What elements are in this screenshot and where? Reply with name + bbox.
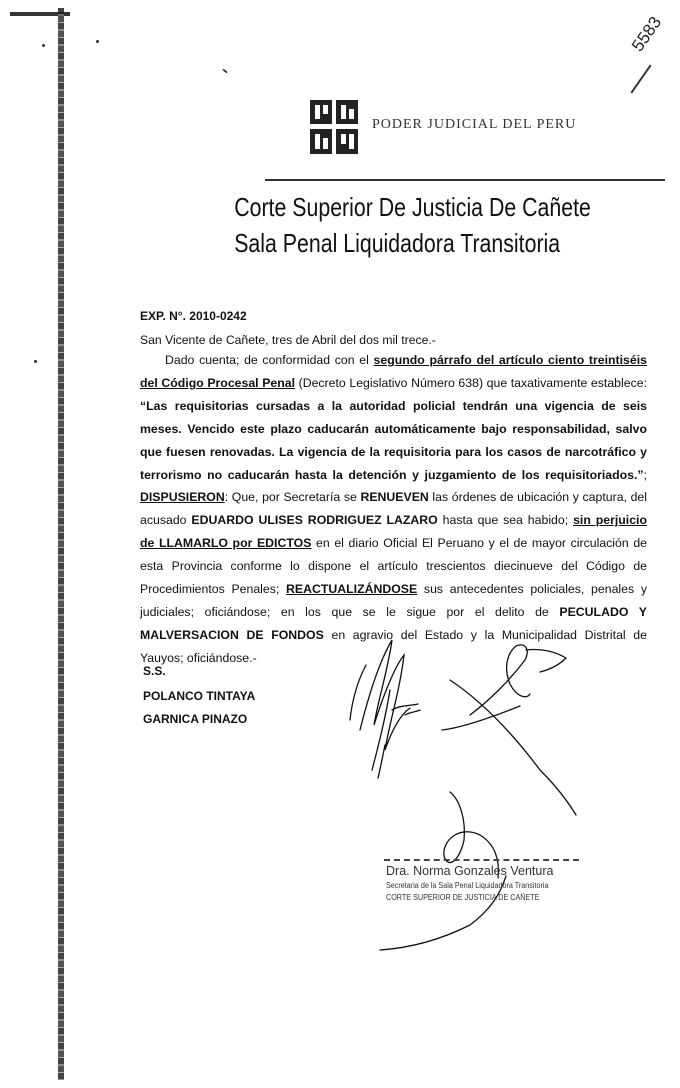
body-text: en el diario Oficial El Peruano y el de mayor circulación de esta Provincia conforme lo dispone el artículo trescientos diecinueve del Código de Procedimientos Penales; bbox=[140, 536, 648, 597]
judicial-logo-icon bbox=[308, 98, 360, 156]
handwritten-signatures bbox=[330, 620, 630, 980]
court-name: Corte Superior De Justicia De Cañete bbox=[234, 192, 591, 222]
body-text: : Que, por Secretaría se bbox=[224, 490, 361, 505]
body-text: en agravio del Estado y la Municipalidad Distrital de Yauyos; oficiándose.- bbox=[140, 627, 647, 665]
scan-speck bbox=[34, 360, 37, 363]
accused-name: EDUARDO ULISES RODRIGUEZ LAZARO bbox=[191, 513, 438, 528]
body-text: las órdenes de ubicación y captura, del acusado bbox=[140, 490, 647, 528]
body-text: ; bbox=[643, 467, 647, 482]
expedient-number: EXP. N°. 2010-0242 bbox=[140, 309, 247, 323]
judge-name-2: GARNICA PINAZO bbox=[143, 712, 248, 726]
header-divider bbox=[265, 179, 665, 181]
body-text: sus antecedentes policiales, penales y judiciales; oficiándose; en los que se le sigue por el delito de bbox=[140, 582, 647, 619]
scan-speck bbox=[42, 44, 45, 47]
edicts-clause: sin perjuicio de LLAMARLO por EDICTOS bbox=[140, 513, 647, 551]
body-text: Dado cuenta; de conformidad con el bbox=[165, 353, 374, 367]
body-text: hasta que sea habido; bbox=[437, 513, 574, 528]
stamp-title: Secretaria de la Sala Penal Liquidadora Transitoria bbox=[386, 881, 549, 890]
scan-edge bbox=[58, 8, 64, 1080]
place-date: San Vicente de Cañete, tres de Abril del dos mil trece.- bbox=[140, 333, 436, 347]
dispusieron-keyword: DISPUSIERON bbox=[140, 490, 225, 505]
folio-number: 5583 bbox=[628, 13, 666, 55]
stamp-dashed-rule bbox=[384, 859, 579, 861]
scan-speck bbox=[222, 68, 228, 73]
scan-speck bbox=[96, 40, 99, 43]
folio-stroke bbox=[630, 65, 651, 94]
stamp-court: CORTE SUPERIOR DE JUSTICIA DE CAÑETE bbox=[386, 893, 540, 902]
crime-name: PECULADO Y MALVERSACION DE FONDOS bbox=[140, 604, 647, 642]
legal-reference: segundo párrafo del artículo ciento treintiséis del Código Procesal Penal bbox=[140, 353, 647, 390]
body-text: (Decreto Legislativo Número 638) que taxativamente establece: bbox=[295, 375, 647, 390]
renueven-keyword: RENUEVEN bbox=[360, 490, 429, 505]
reactualizandose-keyword: REACTUALIZÁNDOSE bbox=[286, 582, 418, 597]
quoted-provision: “Las requisitorias cursadas a la autoridad policial tendrán una vigencia de seis meses. Vencido este plazo caducarán automáticamente bajo responsabilidad, salvo que fuesen renovadas. La vigencia de la requisitoria para los casos de narcotráfico y terrorismo no caducarán hasta la detención y juzgamiento de los requisitoriados.” bbox=[140, 398, 647, 482]
institution-name: PODER JUDICIAL DEL PERU bbox=[372, 117, 577, 132]
chamber-name: Sala Penal Liquidadora Transitoria bbox=[234, 228, 561, 258]
ss-label: S.S. bbox=[143, 664, 166, 678]
stamp-name: Dra. Norma Gonzales Ventura bbox=[386, 864, 554, 878]
judge-name-1: POLANCO TINTAYA bbox=[143, 689, 256, 703]
